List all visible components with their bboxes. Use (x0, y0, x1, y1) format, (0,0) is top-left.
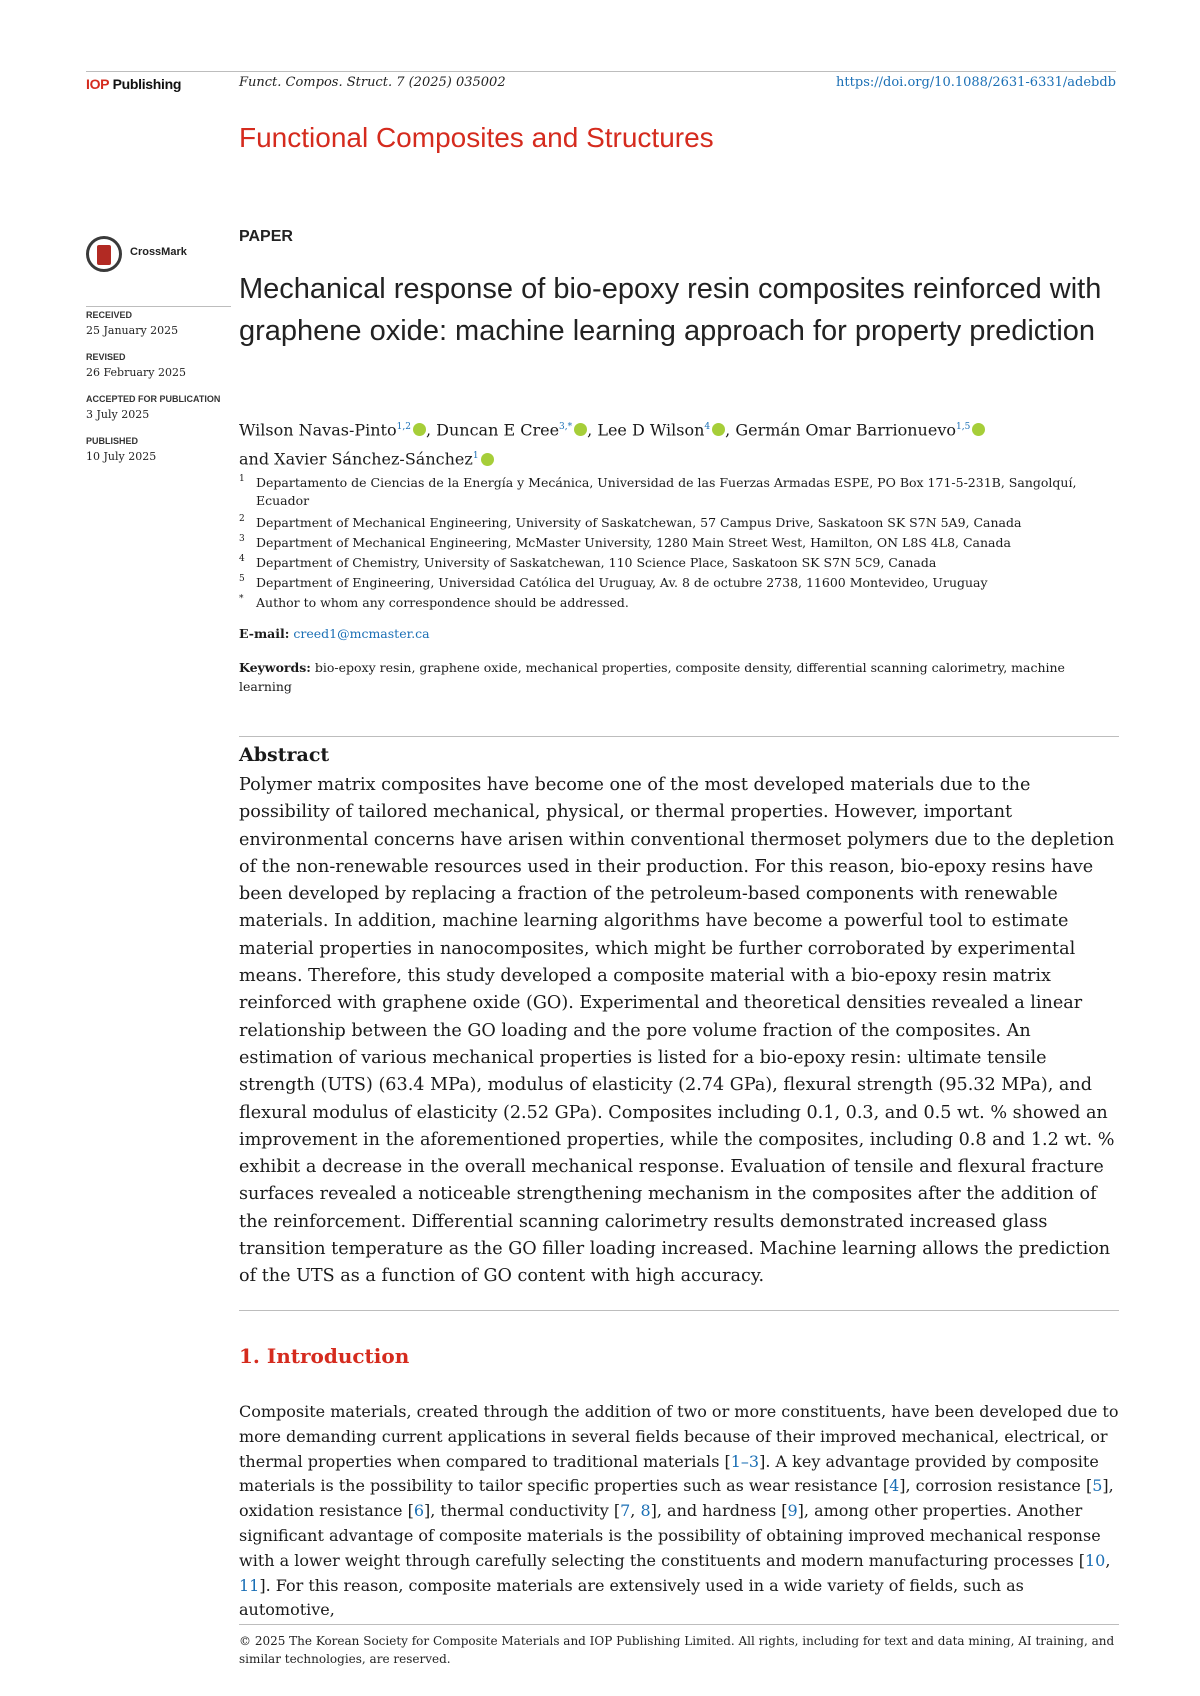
author-name[interactable]: Lee D Wilson (597, 420, 705, 440)
intro-text: ], thermal conductivity [ (424, 1501, 621, 1521)
date-value-revised: 26 February 2025 (86, 366, 186, 379)
crossmark-badge[interactable] (86, 236, 226, 280)
iop-publishing-logo[interactable] (86, 76, 181, 92)
author-name[interactable]: Duncan E Cree (436, 420, 560, 440)
orcid-icon[interactable] (413, 423, 426, 436)
sidebar-rule (86, 306, 231, 307)
corresponding-email (239, 626, 430, 641)
author-affil-sup: 1 (472, 451, 479, 462)
affiliation-text: Department of Mechanical Engineering, McMaster University, 1280 Main Street West, Hamilton, ON L8S 4L8, Canada (256, 535, 1011, 550)
keywords-text: bio-epoxy resin, graphene oxide, mechanical properties, composite density, differential scanning calorimetry, machine learning (239, 660, 1065, 694)
journal-title: Functional Composites and Structures (239, 122, 714, 153)
introduction-paragraph (239, 1400, 1121, 1623)
copyright-notice: © 2025 The Korean Society for Composite Materials and IOP Publishing Limited. All rights, including for text and data mining, AI training, and similar technologies, are reserved. (239, 1634, 1115, 1666)
intro-text: , (1105, 1550, 1111, 1570)
affiliation-text: Departamento de Ciencias de la Energía y Mecánica, Universidad de las Fuerzas Armadas ESPE, PO Box 171-5-231B, Sangolquí, Ecuador (256, 475, 1077, 508)
author-name[interactable]: Germán Omar Barrionuevo (735, 420, 956, 440)
author-separator: , (425, 420, 437, 440)
citation-link[interactable]: 6 (413, 1501, 424, 1521)
intro-text: ]. For this reason, composite materials are extensively used in a wide variety of fields, such as automotive, (239, 1575, 1024, 1620)
date-label-received: RECEIVED (86, 310, 133, 320)
author-separator: , (725, 420, 736, 440)
keywords (239, 658, 1119, 696)
author-list (239, 414, 1119, 473)
affiliation-number: 2 (239, 514, 245, 524)
abstract-bottom-rule (239, 1310, 1119, 1311)
article-type: PAPER (239, 228, 293, 245)
article-title: Mechanical response of bio-epoxy resin composites reinforced with graphene oxide: machine learning approach for property prediction (239, 273, 1102, 347)
author-affil-sup: 1,5 (955, 422, 971, 432)
citation-link[interactable]: 9 (787, 1501, 798, 1521)
logo-publishing: Publishing (112, 76, 182, 92)
journal-citation: Funct. Compos. Struct. 7 (2025) 035002 (239, 75, 506, 90)
affiliation-text: Department of Engineering, Universidad Católica del Uruguay, Av. 8 de octubre 2738, 11600 Montevideo, Uruguay (256, 575, 988, 590)
date-value-received: 25 January 2025 (86, 324, 179, 337)
intro-text: ]. A key advantage provided by composite materials is the possibility to tailor specific properties such as wear resistance [ (239, 1451, 1099, 1496)
citation-link[interactable]: 10 (1084, 1550, 1106, 1570)
author-affil-sup: 4 (704, 422, 711, 432)
intro-text: , (630, 1501, 641, 1521)
intro-text: Composite materials, created through the addition of two or more constituents, have been developed due to more demanding current applications in several fields because of their improved mechanical, electrical, or thermal properties when compared to traditional materials [ (239, 1402, 1119, 1471)
footer-rule (239, 1624, 1119, 1625)
date-label-revised: REVISED (86, 352, 126, 362)
citation-link[interactable]: 5 (1092, 1476, 1103, 1496)
citation-link[interactable]: 1–3 (730, 1451, 760, 1471)
affiliation-number: 3 (239, 534, 245, 544)
header-rule (86, 71, 1116, 72)
orcid-icon[interactable] (574, 423, 587, 436)
affiliation-text: Author to whom any correspondence should be addressed. (256, 595, 629, 610)
orcid-icon[interactable] (481, 453, 494, 466)
affiliation-number: * (239, 594, 244, 604)
citation-link[interactable]: 8 (640, 1501, 651, 1521)
author-separator: , (587, 420, 598, 440)
intro-text: ], oxidation resistance [ (239, 1476, 1114, 1521)
intro-text: ], and hardness [ (650, 1501, 788, 1521)
affiliation-number: 5 (239, 574, 245, 584)
citation-link[interactable]: 4 (889, 1476, 900, 1496)
date-label-published: PUBLISHED (86, 436, 139, 446)
author-name[interactable]: and Xavier Sánchez-Sánchez (239, 449, 473, 469)
crossmark-icon (86, 236, 122, 272)
intro-text: ], among other properties. Another significant advantage of composite materials is the possibility of obtaining improved mechanical response with a lower weight through carefully selecting the constituents and modern manufacturing processes [ (239, 1501, 1101, 1570)
affiliation-number: 1 (239, 474, 245, 484)
abstract-heading: Abstract (239, 744, 330, 766)
date-value-accepted: 3 July 2025 (86, 408, 150, 421)
orcid-icon[interactable] (972, 423, 985, 436)
logo-iop: IOP (86, 76, 109, 92)
keywords-label: Keywords: (239, 660, 311, 675)
author-name[interactable]: Wilson Navas-Pinto (239, 420, 397, 440)
section-heading-introduction: 1. Introduction (239, 1344, 410, 1368)
affiliation-number: 4 (239, 554, 245, 564)
citation-link[interactable]: 11 (239, 1575, 260, 1595)
abstract-text: Polymer matrix composites have become one of the most developed materials due to the possibility of tailored mechanical, physical, or thermal properties. However, important environmental concerns have arisen within conventional thermoset polymers due to the depletion of the non-renewable resources used in their production. For this reason, bio-epoxy resins have been developed by replacing a fraction of the petroleum-based components with renewable materials. In addition, machine learning algorithms have become a powerful tool to estimate material properties in nanocomposites, which might be further corroborated by experimental means. Therefore, this study developed a composite material with a bio-epoxy resin matrix reinforced with graphene oxide (GO). Experimental and theoretical densities revealed a linear relationship between the GO loading and the pore volume fraction of the composites. An estimation of various mechanical properties is listed for a bio-epoxy resin: ultimate tensile strength (UTS) (63.4 MPa), modulus of elasticity (2.74 GPa), flexural strength (95.32 MPa), and flexural modulus of elasticity (2.52 GPa). Composites including 0.1, 0.3, and 0.5 wt. % showed an improvement in the aforementioned properties, while the composites, including 0.8 and 1.2 wt. % exhibit a decrease in the overall mechanical response. Evaluation of tensile and flexural fracture surfaces revealed a noticeable strengthening mechanism in the composites after the addition of the reinforcement. Differential scanning calorimetry results demonstrated increased glass transition temperature as the GO filler loading increased. Machine learning allows the prediction of the UTS as a function of GO content with high accuracy. (239, 775, 1115, 1287)
email-link[interactable]: creed1@mcmaster.ca (293, 626, 430, 641)
affiliation-text: Department of Mechanical Engineering, University of Saskatchewan, 57 Campus Drive, Saskatoon SK S7N 5A9, Canada (256, 515, 1022, 530)
email-label: E-mail: (239, 626, 290, 641)
affiliation-text: Department of Chemistry, University of Saskatchewan, 110 Science Place, Saskatoon SK S7N 5C9, Canada (256, 555, 937, 570)
date-label-accepted: ACCEPTED FOR PUBLICATION (86, 394, 221, 404)
abstract-top-rule (239, 736, 1119, 737)
orcid-icon[interactable] (712, 423, 725, 436)
intro-text: ], corrosion resistance [ (899, 1476, 1093, 1496)
crossmark-label: CrossMark (130, 246, 187, 258)
author-affil-sup: 3,* (559, 422, 573, 432)
author-affil-sup: 1,2 (396, 422, 411, 432)
citation-link[interactable]: 7 (620, 1501, 631, 1521)
date-value-published: 10 July 2025 (86, 450, 157, 463)
doi-link[interactable]: https://doi.org/10.1088/2631-6331/adebdb (836, 75, 1116, 90)
